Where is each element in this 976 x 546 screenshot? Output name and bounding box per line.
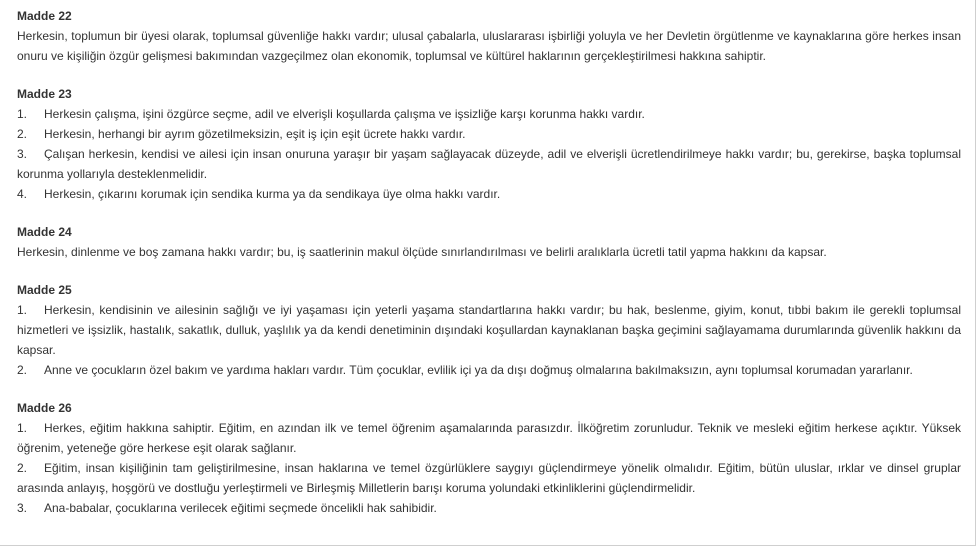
item-number: 1.: [17, 421, 28, 435]
item-number: 2.: [17, 127, 28, 141]
article-title: Madde 24: [17, 225, 72, 239]
article-paragraph: Herkesin, toplumun bir üyesi olarak, toplumsal güvenliğe hakkı vardır; ulusal çabalarla, uluslararası işbirliği yoluyla ve her Devletin örgütlenme ve kaynaklarına göre herkes insan onuru ve kişiliğin özgür gelişmesi bakımından vazgeçilmez olan ekonomik, toplumsal ve kültürel haklarının gerçekleştirilmesi hakkına sahiptir.: [17, 29, 961, 63]
item-text: Herkes, eğitim hakkına sahiptir. Eğitim, en azından ilk ve temel öğrenim aşamalarında parasızdır. İlköğretim zorunludur. Teknik ve mesleki eğitim herkese açıktır. Yüksek öğrenim, yeteneğe göre herkese eşit olarak sağlanır.: [17, 421, 961, 455]
item-text: Ana-babalar, çocuklarına verilecek eğitimi seçmede öncelikli hak sahibidir.: [44, 501, 437, 515]
item-text: Herkesin, kendisinin ve ailesinin sağlığı ve iyi yaşaması için yeterli yaşama standartlarına hakkı vardır; bu hak, beslenme, giyim, konut, tıbbi bakım ile gerekli toplumsal hizmetleri ve işsizlik, hastalık, sakatlık, dulluk, yaşlılık ya da kendi denetiminin dışındaki koşullardan kaynaklanan başka geçimini sağlayamama durumlarında güvenlik hakkını da kapsar.: [17, 303, 961, 357]
article-item: [17, 360, 961, 380]
article-23: [17, 85, 961, 204]
article-item: [17, 104, 961, 124]
item-text: Herkesin, herhangi bir ayrım gözetilmeksizin, eşit iş için eşit ücrete hakkı vardır.: [44, 127, 466, 141]
item-number: 2.: [17, 461, 28, 475]
article-item: [17, 144, 961, 184]
article-title: Madde 22: [17, 9, 72, 23]
article-item: [17, 458, 961, 498]
article-item: [17, 184, 961, 204]
article-item: [17, 418, 961, 458]
item-text: Eğitim, insan kişiliğinin tam geliştirilmesine, insan haklarına ve temel özgürlüklere saygıyı güçlendirmeye yönelik olmalıdır. Eğitim, bütün uluslar, ırklar ve dinsel gruplar arasında anlayış, hoşgörü ve dostluğu yerleştirmeli ve Birleşmiş Milletlerin barışı koruma yolundaki etkinliklerini güçlendirmelidir.: [17, 461, 961, 495]
article-paragraph: Herkesin, dinlenme ve boş zamana hakkı vardır; bu, iş saatlerinin makul ölçüde sınırlandırılması ve belirli aralıklarla ücretli tatil yapma hakkını da kapsar.: [17, 245, 827, 259]
item-number: 2.: [17, 363, 28, 377]
article-item: [17, 498, 961, 518]
item-number: 3.: [17, 501, 28, 515]
item-text: Çalışan herkesin, kendisi ve ailesi için insan onuruna yaraşır bir yaşam sağlayacak düzeyde, adil ve elverişli ücretlendirilmeye hakkı vardır; bu, gerekirse, başka toplumsal korunma yollarıyla desteklenmelidir.: [17, 147, 961, 181]
article-26: [17, 399, 961, 518]
article-25: [17, 281, 961, 380]
article-title: Madde 23: [17, 87, 72, 101]
article-22: [17, 7, 961, 66]
article-item: [17, 124, 961, 144]
article-title: Madde 25: [17, 283, 72, 297]
article-title: Madde 26: [17, 401, 72, 415]
item-text: Anne ve çocukların özel bakım ve yardıma hakları vardır. Tüm çocuklar, evlilik içi ya da dışı doğmuş olmalarına bakılmaksızın, aynı toplumsal korumadan yararlanır.: [44, 363, 913, 377]
item-number: 4.: [17, 187, 28, 201]
item-number: 1.: [17, 303, 28, 317]
item-number: 3.: [17, 147, 28, 161]
article-24: [17, 223, 961, 262]
item-number: 1.: [17, 107, 28, 121]
item-text: Herkesin çalışma, işini özgürce seçme, adil ve elverişli koşullarda çalışma ve işsizliğe karşı korunma hakkı vardır.: [44, 107, 645, 121]
article-item: [17, 300, 961, 360]
item-text: Herkesin, çıkarını korumak için sendika kurma ya da sendikaya üye olma hakkı vardır.: [44, 187, 501, 201]
